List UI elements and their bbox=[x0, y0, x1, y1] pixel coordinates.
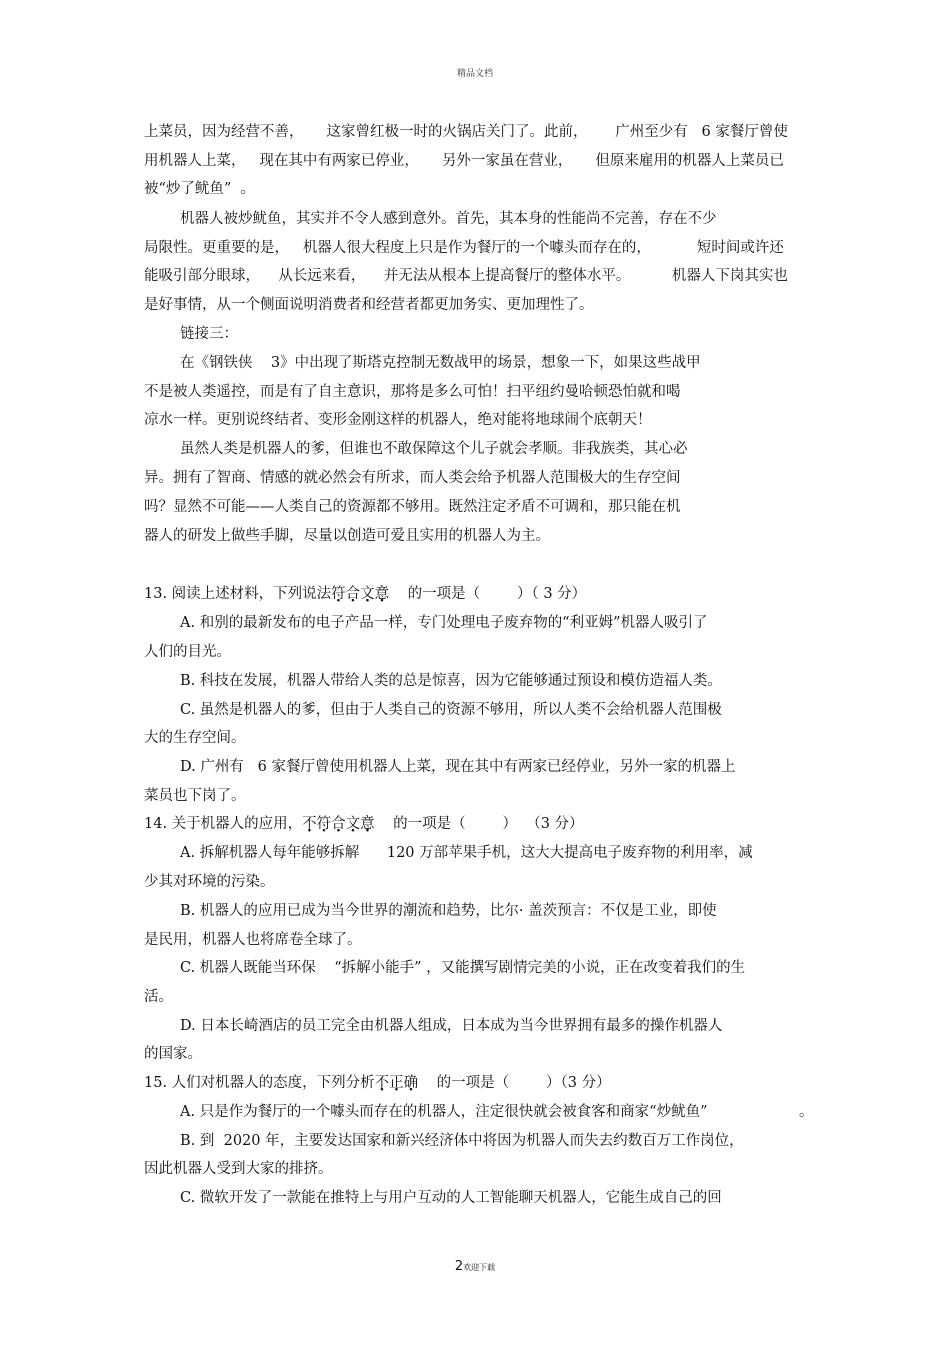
trailing-period: 。 bbox=[799, 1104, 814, 1120]
page-footer bbox=[0, 1259, 950, 1274]
option-14d: D. 日本长崎酒店的员工完全由机器人组成，日本成为当今世界拥有最多的操作机器人 bbox=[180, 1018, 723, 1034]
text-line: 机器人被炒鱿鱼，其实并不令人感到意外。首先，其本身的性能尚不完善，存在不少 bbox=[180, 211, 717, 227]
question-13: 13. 阅读上述材料，下列说法符合文意 的一项是（ ）（ 3 分） bbox=[144, 586, 587, 602]
text-line: 能吸引部分眼球， 从长远来看， 并无法从根本上提高餐厅的整体水平。 机器人下岗其实也 bbox=[144, 268, 788, 284]
option-13b: B. 科技在发展，机器人带给人类的总是惊喜，因为它能够通过预设和模仿造福人类。 bbox=[180, 673, 722, 689]
text-line: 凉水一样。更别说终结者、变形金刚这样的机器人，绝对能将地球闹个底朝天！ bbox=[144, 412, 652, 428]
text-line: 不是被人类遥控，而是有了自主意识，那将是多么可怕！扫平纽约曼哈顿恐怕就和喝 bbox=[144, 384, 681, 400]
text-line: 局限性。更重要的是， 机器人很大程度上只是作为餐厅的一个噱头而存在的， 短时间或许还 bbox=[144, 240, 784, 256]
footer-text: 欢迎下载 bbox=[463, 1263, 496, 1272]
text-line: 在《钢铁侠 3》中出现了斯塔克控制无数战甲的场景，想象一下，如果这些战甲 bbox=[180, 355, 701, 371]
text-line: 吗？显然不可能——人类自己的资源都不够用。既然注定矛盾不可调和，那只能在机 bbox=[144, 499, 681, 515]
text-line: 菜员也下岗了。 bbox=[144, 788, 246, 804]
text-line: 是民用，机器人也将席卷全球了。 bbox=[144, 932, 362, 948]
option-14c: C. 机器人既能当环保 “拆解小能手” ，又能撰写剧情完美的小说，正在改变着我们的生 bbox=[180, 960, 746, 976]
option-15c: C. 微软开发了一款能在推特上与用户互动的人工智能聊天机器人，它能生成自己的回 bbox=[180, 1190, 722, 1206]
page-number: 2 bbox=[454, 1259, 464, 1274]
text-line: 器人的研发上做些手脚，尽量以创造可爱且实用的机器人为主。 bbox=[144, 528, 550, 544]
text-line: 因此机器人受到大家的排挤。 bbox=[144, 1161, 333, 1177]
page-header: 精品文档 bbox=[456, 69, 493, 79]
text-line: 活。 bbox=[144, 989, 173, 1005]
option-15b: B. 到 2020 年，主要发达国家和新兴经济体中将因为机器人而失去约数百万工作岗位， bbox=[180, 1133, 744, 1149]
text-line: 是好事情，从一个侧面说明消费者和经营者都更加务实、更加理性了。 bbox=[144, 297, 594, 313]
option-13a: A. 和别的最新发布的电子产品一样，专门处理电子废弃物的“利亚姆”机器人吸引了 bbox=[180, 615, 708, 631]
question-15: 15. 人们对机器人的态度，下列分析不正确 的一项是（ ）（3 分） bbox=[144, 1075, 611, 1091]
text-line: 虽然人类是机器人的爹，但谁也不敢保障这个儿子就会孝顺。非我族类，其心必 bbox=[180, 441, 688, 457]
option-13d: D. 广州有 6 家餐厅曾使用机器人上菜，现在其中有两家已经停业，另外一家的机器上 bbox=[180, 759, 736, 775]
text-line: 用机器人上菜， 现在其中有两家已停业， 另外一家虽在营业， 但原来雇用的机器人上菜员已 bbox=[144, 153, 784, 169]
text-line: 异。拥有了智商、情感的就必然会有所求，而人类会给予机器人范围极大的生存空间 bbox=[144, 470, 681, 486]
option-13c: C. 虽然是机器人的爹，但由于人类自己的资源不够用，所以人类不会给机器人范围极 bbox=[180, 702, 722, 718]
section-heading: 链接三： bbox=[180, 326, 238, 342]
text-line: 被“炒了鱿鱼” 。 bbox=[144, 181, 256, 197]
text-line: 人们的目光。 bbox=[144, 644, 231, 660]
option-14a: A. 拆解机器人每年能够拆解 120 万部苹果手机，这大大提高电子废弃物的利用率，减 bbox=[180, 845, 753, 861]
question-14: 14. 关于机器人的应用，不符合文意 的一项是（ ） （3 分） bbox=[144, 816, 584, 832]
option-14b: B. 机器人的应用已成为当今世界的潮流和趋势，比尔· 盖茨预言：不仅是工业，即使 bbox=[180, 903, 717, 919]
text-line: 少其对环境的污染。 bbox=[144, 874, 275, 890]
text-line: 上菜员，因为经营不善， 这家曾红极一时的火锅店关门了。此前， 广州至少有 6 家餐厅曾使 bbox=[144, 124, 788, 140]
option-15a: A. 只是作为餐厅的一个噱头而存在的机器人，注定很快就会被食客和商家“炒鱿鱼” bbox=[180, 1104, 708, 1120]
text-line: 大的生存空间。 bbox=[144, 730, 246, 746]
text-line: 的国家。 bbox=[144, 1046, 202, 1062]
